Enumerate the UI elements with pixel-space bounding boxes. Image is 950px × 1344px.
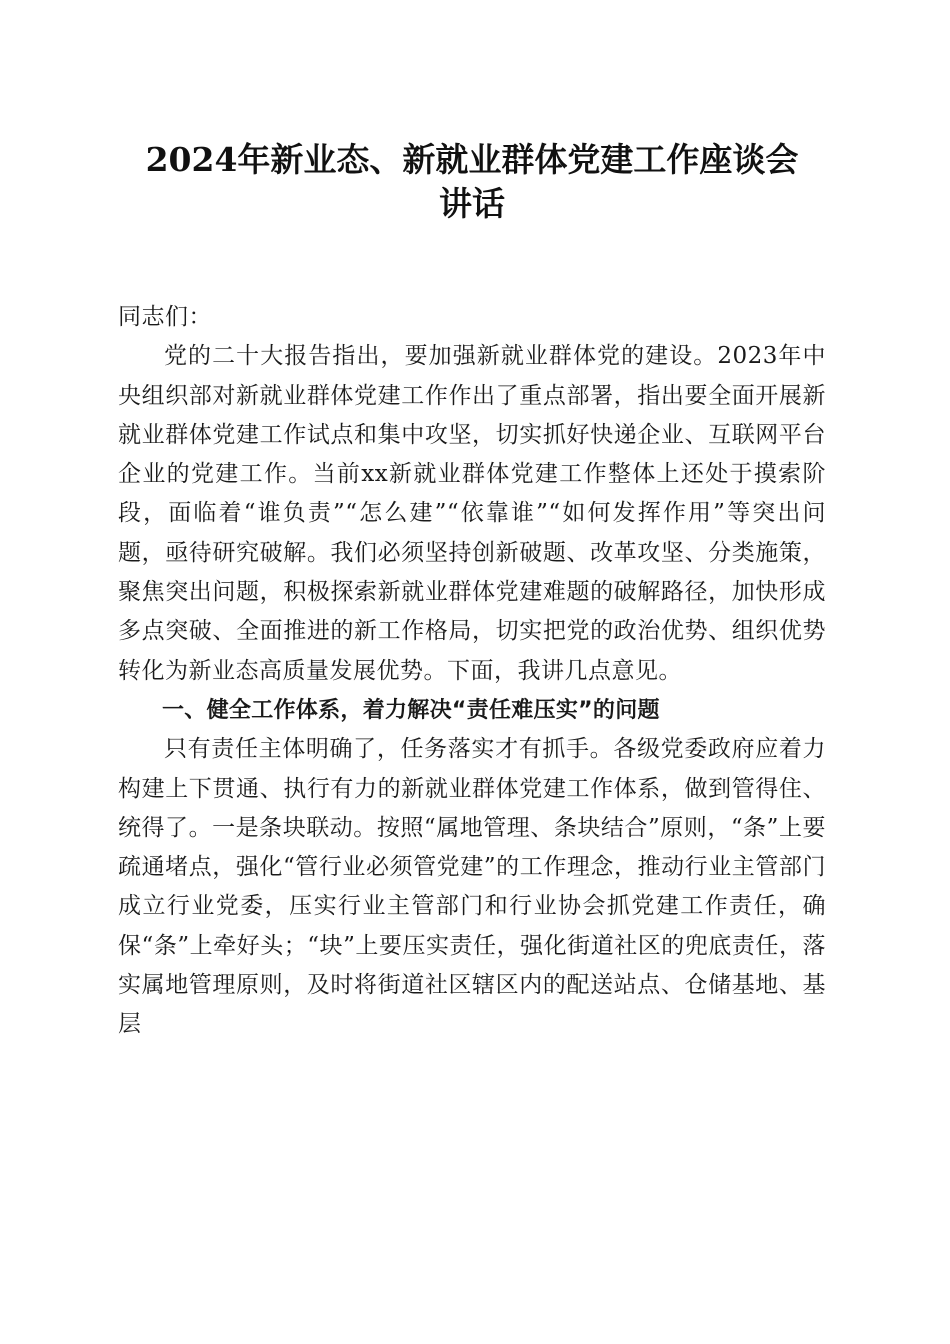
paragraph-intro: 党的二十大报告指出，要加强新就业群体党的建设。2023年中央组织部对新就业群体党建工作作出了重点部署，指出要全面开展新就业群体党建工作试点和集中攻坚，切实抓好快递企业、互联网平台企业的党建工作。当前xx新就业群体党建工作整体上还处于摸索阶段，面临着“谁负责”“怎么建”“依靠谁”“如何发挥作用”等突出问题，亟待研究破解。我们必须坚持创新破题、改革攻坚、分类施策，聚焦突出问题，积极探索新就业群体党建难题的破解路径，加快形成多点突破、全面推进的新工作格局，切实把党的政治优势、组织优势转化为新业态高质量发展优势。下面，我讲几点意见。 xyxy=(118,343,826,684)
title-line-1: 2024年新业态、新就业群体党建工作座谈会 xyxy=(145,140,799,179)
document-page xyxy=(118,138,826,1045)
paragraph-section-1: 只有责任主体明确了，任务落实才有抓手。各级党委政府应着力构建上下贯通、执行有力的新就业群体党建工作体系，做到管得住、统得了。一是条块联动。按照“属地管理、条块结合”原则，“条”上要疏通堵点，强化“管行业必须管党建”的工作理念，推动行业主管部门成立行业党委，压实行业主管部门和行业协会抓党建工作责任，确保“条”上牵好头；“块”上要压实责任，强化街道社区的兜底责任，落实属地管理原则，及时将街道社区辖区内的配送站点、仓储基地、基层 xyxy=(118,736,826,1038)
document-body xyxy=(118,298,826,1045)
section-heading-1: 一、健全工作体系，着力解决“责任难压实”的问题 xyxy=(162,697,660,723)
document-title xyxy=(118,138,826,226)
title-line-2: 讲话 xyxy=(439,184,505,223)
salutation: 同志们： xyxy=(118,304,212,330)
